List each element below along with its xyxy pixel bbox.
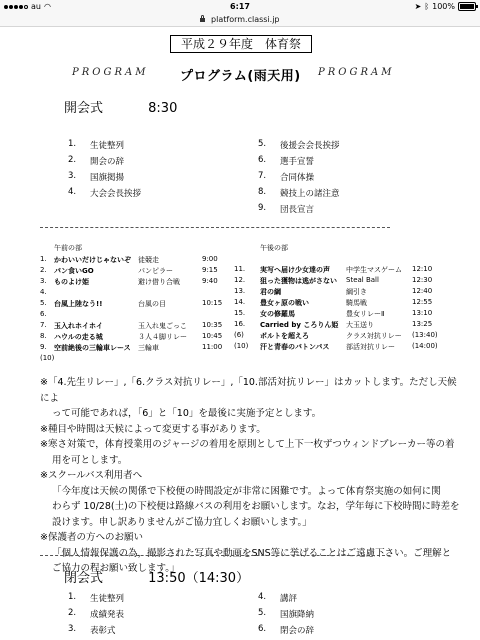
schedule-row <box>234 265 444 276</box>
program-script-left: PROGRAM <box>72 67 149 78</box>
event-title: ものよけ姫 <box>54 278 89 286</box>
event-time: 9:15 <box>202 266 218 274</box>
note-line: 「個人情報保護の為，撮影された写真や動画をSNS等に挙げることはご遠慮下さい。ご理解と <box>52 547 452 559</box>
event-title: 豊女ヶ原の戦い <box>260 299 309 307</box>
item-label: 生徒整列 <box>90 141 125 151</box>
pm-schedule <box>234 265 444 353</box>
event-number: 2. <box>40 266 47 274</box>
am-schedule <box>40 255 240 365</box>
event-name: 台風の目 <box>138 300 166 308</box>
note-line: 設けます。申し訳ありませんがご協力宜しくお願いします。」 <box>52 516 312 528</box>
schedule-row <box>234 287 444 298</box>
item-label: 選手宣誓 <box>280 157 315 167</box>
document-page <box>0 27 480 640</box>
status-time: 6:17 <box>230 2 250 11</box>
schedule-row <box>234 320 444 331</box>
event-name: 中学生マスゲーム <box>346 266 402 274</box>
item-label: 後援会会長挨拶 <box>280 141 340 151</box>
item-number: 4. <box>258 592 267 602</box>
list-item <box>68 187 141 203</box>
event-number: 1. <box>40 255 47 263</box>
program-script-right: PROGRAM <box>318 67 395 78</box>
notes <box>40 375 460 577</box>
schedule-row <box>234 342 444 353</box>
event-name: Steal Ball <box>346 276 379 284</box>
item-label: 生徒整列 <box>90 594 125 604</box>
closing-list-right <box>258 592 314 640</box>
schedule-row <box>234 298 444 309</box>
list-item <box>258 608 314 624</box>
event-name: クラス対抗リレー <box>346 332 402 340</box>
event-number: 12. <box>234 276 246 284</box>
list-item <box>68 171 141 187</box>
wifi-icon: ◠ <box>43 2 51 11</box>
schedule-row <box>40 288 240 299</box>
item-number: 2. <box>68 155 77 165</box>
note-line: ※スクールバス利用者へ <box>40 470 143 481</box>
event-title: 君の綱 <box>260 288 281 296</box>
list-item <box>68 592 124 608</box>
event-number: 5. <box>40 299 47 307</box>
event-number: 11. <box>234 265 246 273</box>
schedule-row <box>40 332 240 343</box>
schedule-row <box>40 310 240 321</box>
event-name: ３人４脚リレー <box>138 333 187 341</box>
address-bar[interactable] <box>0 13 480 27</box>
battery-percent: 100% <box>432 2 455 11</box>
event-number: 4. <box>40 288 47 296</box>
event-name: 騎馬戦 <box>346 299 367 307</box>
event-title: 狙った獲物は逃がさない <box>260 277 337 285</box>
event-name: 避け借り合戦 <box>138 278 180 286</box>
event-number: (10) <box>234 342 249 350</box>
opening-name: 開会式 <box>64 101 104 116</box>
item-number: 4. <box>68 187 77 197</box>
note-line: ご協力の程お願い致します。」 <box>52 563 180 574</box>
event-number: 3. <box>40 277 47 285</box>
note-line: 「今年度は天候の関係で下校便の時間設定が非常に困難です。よって体育祭実施の如何に関 <box>52 485 441 497</box>
event-number: 13. <box>234 287 246 295</box>
event-time: 9:00 <box>202 255 218 263</box>
am-heading: 午前の部 <box>54 244 82 252</box>
event-title: パン食いGO <box>54 267 94 275</box>
item-label: 競技上の諸注意 <box>280 189 340 199</box>
list-item <box>258 592 314 608</box>
page-title: 平成２９年度 体育祭 <box>170 35 312 53</box>
event-time: 13:25 <box>412 320 433 328</box>
item-label: 団長宣言 <box>280 205 315 215</box>
event-time: 10:45 <box>202 332 223 340</box>
event-title: ハウルの走る城 <box>54 333 103 341</box>
item-label: 国旗降納 <box>280 610 315 620</box>
item-label: 講評 <box>280 594 298 604</box>
event-title: ボルトを超えろ <box>260 332 309 340</box>
schedule-row <box>40 266 240 277</box>
event-name: 三輪車 <box>138 344 159 352</box>
event-title: かわいいだけじゃないぞ <box>54 256 131 264</box>
event-title: Carried by ころりん姫 <box>260 321 339 329</box>
bluetooth-icon: ᛒ <box>424 2 430 11</box>
pm-heading: 午後の部 <box>260 244 288 252</box>
list-item <box>258 203 340 219</box>
item-label: 国旗掲揚 <box>90 173 125 183</box>
item-number: 1. <box>68 592 77 602</box>
opening-heading <box>64 97 177 116</box>
list-item <box>68 608 124 624</box>
item-number: 8. <box>258 187 267 197</box>
event-title: 台風上陸なう!! <box>54 300 103 308</box>
event-number: 9. <box>40 343 47 351</box>
item-number: 5. <box>258 139 267 149</box>
list-item <box>68 155 141 171</box>
item-label: 表彰式 <box>90 626 116 636</box>
closing-name: 閉会式 <box>64 571 104 586</box>
event-time: 13:10 <box>412 309 433 317</box>
item-number: 5. <box>258 608 267 618</box>
item-label: 開会の辞 <box>90 157 125 167</box>
url-text: platform.classi.jp <box>211 15 280 24</box>
closing-list-left <box>68 592 124 640</box>
lock-icon <box>200 18 205 22</box>
note-line: 用を可とします。 <box>52 454 128 466</box>
event-number: 8. <box>40 332 47 340</box>
event-time: 12:55 <box>412 298 433 306</box>
event-title: 空前絶後の三輪車レース <box>54 344 131 352</box>
status-right <box>415 0 476 13</box>
schedule-row <box>40 255 240 266</box>
schedule-row <box>234 331 444 342</box>
opening-time: 8:30 <box>148 101 178 116</box>
location-icon: ➤ <box>414 2 422 11</box>
item-number: 2. <box>68 608 77 618</box>
list-item <box>258 624 314 640</box>
divider-2 <box>40 555 390 556</box>
schedule-row <box>40 277 240 288</box>
event-number: 6. <box>40 310 47 318</box>
list-item <box>258 187 340 203</box>
item-number: 7. <box>258 171 267 181</box>
note-line: ※寒さ対策で，体育授業用のジャージの着用を原則として上下一枚ずつウィンドブレーカー等の着 <box>40 439 455 450</box>
item-number: 6. <box>258 624 267 634</box>
divider <box>40 227 390 228</box>
event-number: 16. <box>234 320 246 328</box>
item-label: 合同体操 <box>280 173 315 183</box>
event-time: 10:35 <box>202 321 223 329</box>
opening-list-right <box>258 139 340 219</box>
event-name: パンピラー <box>138 267 173 275</box>
schedule-row <box>40 343 240 354</box>
event-time: 12:40 <box>412 287 433 295</box>
closing-heading <box>64 567 249 586</box>
event-name: 大玉送り <box>346 321 374 329</box>
opening-list-left <box>68 139 141 203</box>
status-bar <box>0 0 480 13</box>
list-item <box>258 171 340 187</box>
event-title: 玉入れホイホイ <box>54 322 103 330</box>
event-name: 豊女リレーⅡ <box>346 310 385 318</box>
schedule-row <box>40 321 240 332</box>
item-number: 1. <box>68 139 77 149</box>
list-item <box>68 139 141 155</box>
item-label: 閉会の辞 <box>280 626 315 636</box>
list-item <box>68 624 124 640</box>
event-name: 部活対抗リレー <box>346 343 395 351</box>
event-time: 11:00 <box>202 343 223 351</box>
item-number: 6. <box>258 155 267 165</box>
event-time: (13:40) <box>412 331 438 339</box>
event-time: 12:30 <box>412 276 433 284</box>
event-time: 12:10 <box>412 265 433 273</box>
note-line: って可能であれば，「6」と「10」を最後に実施予定とします。 <box>52 408 322 419</box>
schedule-row <box>40 354 240 365</box>
note-line: わらず 10/28(土)の下校便は路線バスの利用をお願いします。なお，学年毎に下校時間に時差を <box>52 501 460 512</box>
event-name: 玉入れ鬼ごっこ <box>138 322 187 330</box>
item-number: 3. <box>68 624 77 634</box>
item-number: 3. <box>68 171 77 181</box>
event-number: 14. <box>234 298 246 306</box>
item-number: 9. <box>258 203 267 213</box>
note-line: ※保護者の方へのお願い <box>40 532 143 543</box>
carrier-label: au <box>31 2 41 11</box>
list-item <box>258 139 340 155</box>
schedule-row <box>234 309 444 320</box>
event-name: 徒競走 <box>138 256 159 264</box>
event-title: 実写へ届け少女達の声 <box>260 266 330 274</box>
event-time: 9:40 <box>202 277 218 285</box>
event-number: 15. <box>234 309 246 317</box>
program-heading <box>0 65 480 85</box>
closing-time: 13:50（14:30） <box>148 571 250 586</box>
note-line: ※「4.先生リレー」,「6.クラス対抗リレー」,「10.部活対抗リレー」はカットします。ただし天候によ <box>40 377 457 404</box>
schedule-row <box>234 276 444 287</box>
item-label: 大会会長挨拶 <box>90 189 142 199</box>
event-number: (6) <box>234 331 244 339</box>
event-number: (10) <box>40 354 55 362</box>
program-title: プログラム(雨天用) <box>180 69 301 84</box>
item-label: 成績発表 <box>90 610 125 620</box>
event-name: 綱引き <box>346 288 367 296</box>
event-title: 女の修羅馬 <box>260 310 295 318</box>
event-time: 10:15 <box>202 299 223 307</box>
list-item <box>258 155 340 171</box>
event-title: 汗と青春のバトンパス <box>260 343 330 351</box>
note-line: ※種目や時間は天候によって変更する事があります。 <box>40 423 266 435</box>
battery-icon <box>458 2 476 11</box>
event-number: 7. <box>40 321 47 329</box>
schedule-row <box>40 299 240 310</box>
event-time: (14:00) <box>412 342 438 350</box>
